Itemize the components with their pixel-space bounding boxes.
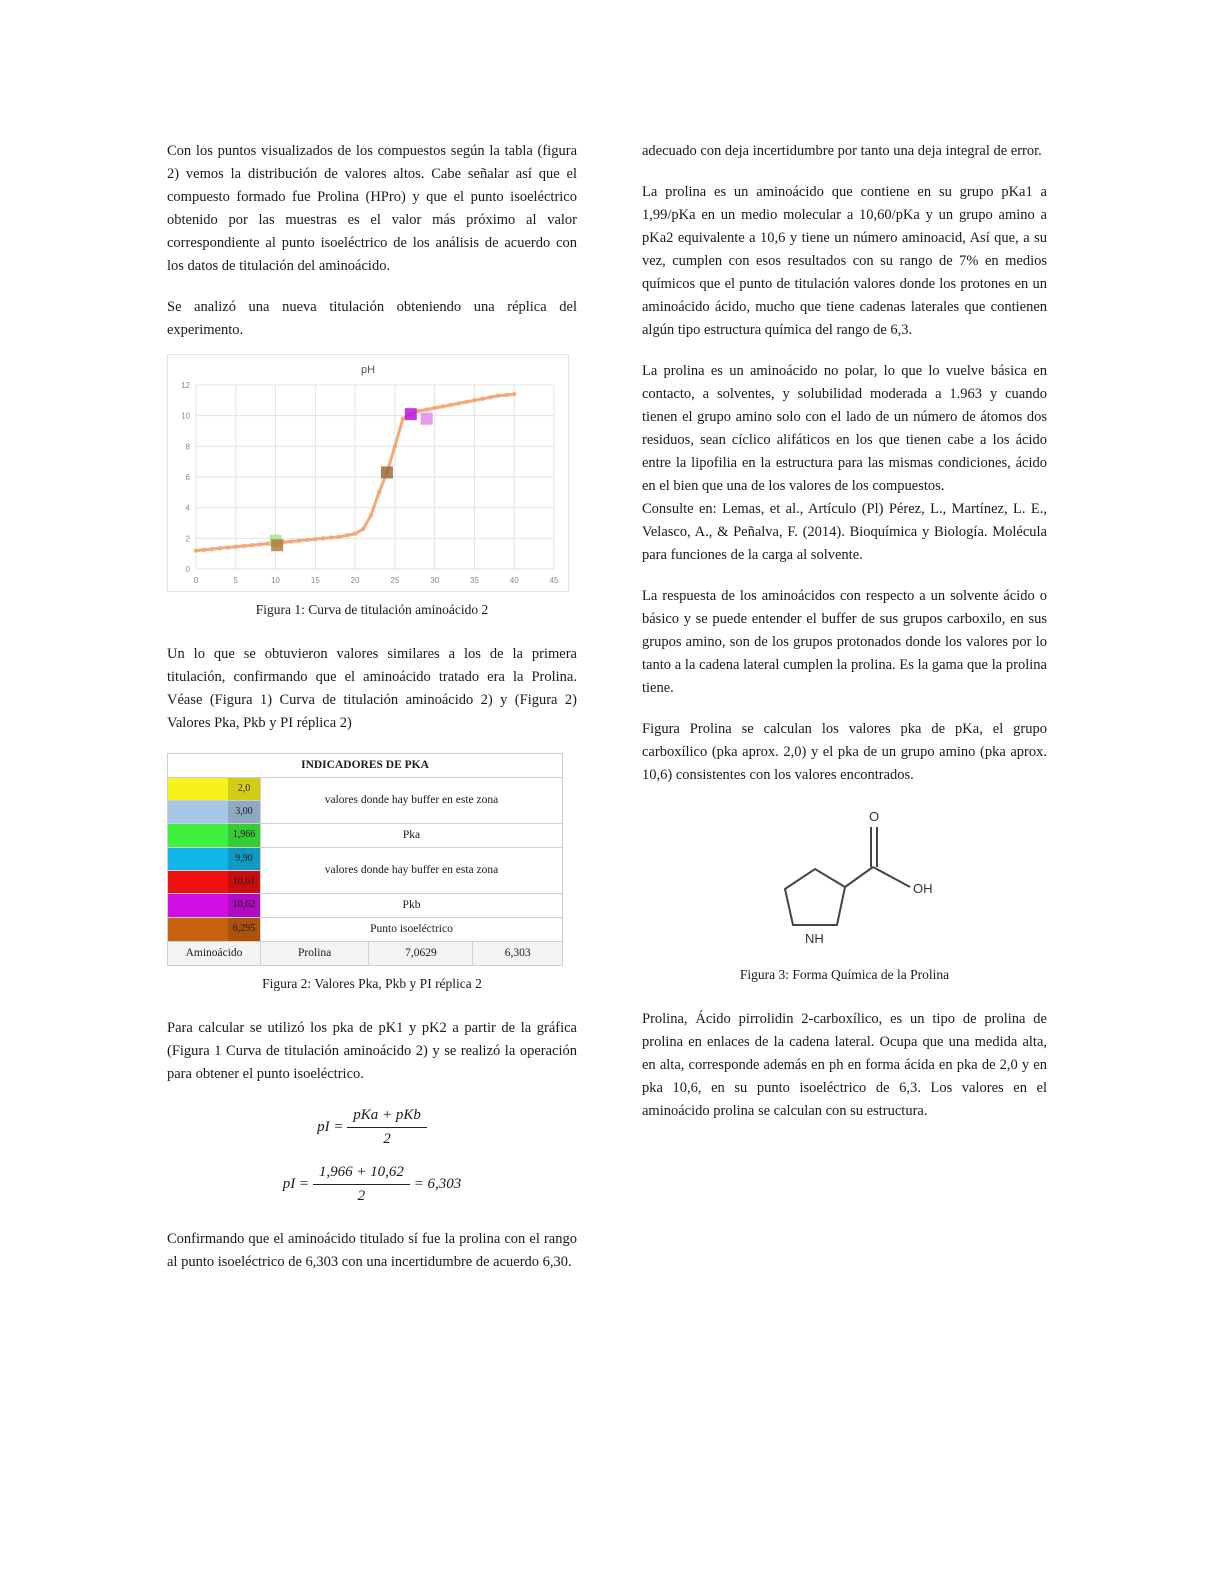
- figure-caption: Figura 3: Forma Química de la Prolina: [739, 967, 950, 982]
- data-point: [456, 401, 460, 405]
- data-point: [226, 545, 230, 549]
- data-point: [305, 538, 309, 542]
- data-point: [289, 539, 293, 543]
- table-cell: valores donde hay buffer en este zona: [261, 778, 563, 824]
- data-point: [488, 395, 492, 399]
- data-point: [329, 535, 333, 539]
- pka-indicator-table: [167, 753, 563, 966]
- chart-svg: [168, 355, 568, 591]
- data-point: [504, 393, 508, 397]
- data-point: [496, 394, 500, 398]
- data-point: [257, 542, 261, 546]
- table-cell: Pkb: [261, 894, 563, 918]
- data-point: [472, 398, 476, 402]
- proline-structure: [745, 807, 945, 957]
- data-point: [448, 403, 452, 407]
- data-point: [345, 533, 349, 537]
- table-cell: Pka: [261, 824, 563, 848]
- x-tick-label: 35: [469, 576, 479, 585]
- x-tick-label: 30: [430, 576, 440, 585]
- color-swatch-magenta: 10,62: [168, 894, 261, 918]
- left-column: [167, 140, 577, 1292]
- oxygen-label: O: [868, 809, 879, 824]
- data-point: [202, 548, 206, 552]
- paragraph: Se analizó una nueva titulación obteniendo una réplica del experimento.: [167, 299, 577, 338]
- y-tick-label: 4: [185, 503, 190, 513]
- chart-title: pH: [360, 364, 376, 376]
- table-cell: 6,303: [473, 942, 563, 966]
- y-tick-label: 10: [181, 411, 190, 421]
- data-point: [321, 536, 325, 540]
- y-tick-label: 2: [185, 534, 190, 544]
- data-point: [297, 538, 301, 542]
- data-point: [377, 490, 381, 494]
- data-point: [194, 548, 198, 552]
- marker-point: [381, 466, 393, 478]
- data-point: [432, 406, 436, 410]
- equation-1: pI = $\frac{\text{pKa + pKb}}{2}$: [167, 1104, 577, 1151]
- amine-label: NH: [804, 931, 824, 946]
- marker-point: [271, 539, 283, 551]
- bond: [845, 867, 873, 887]
- titration-chart: [167, 354, 569, 592]
- data-point: [234, 545, 238, 549]
- paragraph: La prolina es un aminoácido que contiene en su grupo pKa1 a 1,99/pKa en un medio molecular a 10,60/pKa y un grupo amino a pKa2 equivalente a 10,6 y tiene un número aminoacid, Así que, a su vez, cumplen con esos resultados con su rango de 7% en medios químicos que el punto de titulación valores donde los protones en un aminoácido ácido, mucho que tiene cadenas laterales que contienen algún tipo estructura química del rango de 6,3.: [642, 184, 1047, 338]
- x-tick-label: 45: [549, 576, 559, 585]
- paragraph: Consulte en: Lemas, et al., Artículo (Pl) Pérez, L., Martínez, L. E., Velasco, A., & Peñalva, F. (2014). Bioquímica y Biología. Molécula para funciones de la carga al solvente.: [642, 501, 1047, 563]
- hydroxyl-label: OH: [912, 881, 932, 896]
- paragraph: Prolina, Ácido pirrolidin 2-carboxílico, es un tipo de prolina de prolina en enlaces de la cadena lateral. Ocupa que una medida alta, en alta, corresponde además en ph en forma ácida en pka de 2,0 y en pka 10,6, en su punto isoeléctrico de 6,3. Los valores en el aminoácido prolina se calculan con su estructura.: [642, 1011, 1047, 1119]
- data-point: [313, 537, 317, 541]
- x-tick-label: 15: [310, 576, 320, 585]
- x-tick-label: 40: [509, 576, 519, 585]
- y-tick-label: 8: [185, 442, 190, 452]
- data-point: [369, 513, 373, 517]
- y-tick-label: 0: [185, 565, 190, 574]
- color-swatch-red: 10,61: [168, 871, 261, 894]
- data-point: [242, 544, 246, 548]
- data-point: [401, 417, 405, 421]
- table-footer-row: [168, 942, 563, 966]
- data-point: [249, 543, 253, 547]
- data-point: [353, 532, 357, 536]
- x-tick-label: 25: [390, 576, 400, 585]
- data-point: [512, 392, 516, 396]
- data-point: [417, 409, 421, 413]
- bond: [873, 867, 910, 887]
- right-column: [642, 140, 1047, 1141]
- data-point: [337, 535, 341, 539]
- pyrrolidine-ring: [785, 869, 845, 925]
- y-tick-label: 12: [181, 381, 190, 390]
- data-point: [218, 546, 222, 550]
- color-swatch-cyan: 9,90: [168, 848, 261, 871]
- equation-2: pI = $\frac{1,966 + 10,62}{2}$ = 6,303: [167, 1161, 577, 1208]
- data-point: [425, 407, 429, 411]
- data-point: [464, 400, 468, 404]
- paragraph: Para calcular se utilizó los pka de pK1 y pK2 a partir de la gráfica (Figura 1 Curva de titulación aminoácido 2) y se realizó la operación para obtener el punto isoeléctrico.: [167, 1020, 577, 1082]
- color-swatch-brown: 6,295: [168, 918, 261, 942]
- table-row: [168, 778, 563, 801]
- data-point: [361, 527, 365, 531]
- table-cell: Prolina: [261, 942, 369, 966]
- table-row: [168, 894, 563, 918]
- table-row: [168, 848, 563, 871]
- y-tick-label: 6: [185, 473, 190, 482]
- color-swatch-yellow: 2,0: [168, 778, 261, 801]
- marker-point: [421, 413, 433, 425]
- table-cell: Aminoácido: [168, 942, 261, 966]
- table-cell: Punto isoeléctrico: [261, 918, 563, 942]
- color-swatch-lightblue: 3,00: [168, 801, 261, 824]
- x-tick-label: 5: [233, 576, 239, 585]
- data-point: [393, 444, 397, 448]
- x-tick-label: 0: [193, 576, 199, 585]
- color-swatch-green: 1,966: [168, 824, 261, 848]
- figure-caption: Figura 1: Curva de titulación aminoácido 2: [255, 602, 489, 617]
- figure-caption: Figura 2: Valores Pka, Pkb y PI réplica 2: [262, 976, 482, 991]
- data-point: [265, 542, 269, 546]
- paragraph: Con los puntos visualizados de los compuestos según la tabla (figura 2) vemos la distribución de valores altos. Cabe señalar así que el compuesto formado fue Prolina (HPro) y que el punto isoeléctrico obtenido por las muestras es el valor más próximo al valor correspondiente al punto isoeléctrico de los análisis de acuerdo con los datos de titulación del aminoácido.: [167, 143, 577, 274]
- x-tick-label: 20: [350, 576, 360, 585]
- table-row: [168, 918, 563, 942]
- paragraph: La prolina es un aminoácido no polar, lo que lo vuelve básica en contacto, a solventes, y solubilidad moderada a 1.963 y cuando tienen el grupo amino solo con el lado de un número de átomos dos residuos, sean cíclico alifáticos en los que tienen cabe a los ácido entre la lipofilia en la estructura para las mismas condiciones, ácido en el bien que una de los valores de los compuestos.: [642, 363, 1047, 494]
- table-row: [168, 824, 563, 848]
- table-header: INDICADORES DE PKA: [168, 754, 563, 778]
- paragraph: Un lo que se obtuvieron valores similares a los de la primera titulación, confirmando que el aminoácido tratado era la Prolina. Véase (Figura 1) Curva de titulación aminoácido 2) y (Figura 2) Valores Pka, Pkb y PI réplica 2): [167, 646, 577, 731]
- table-cell: 7,0629: [369, 942, 473, 966]
- paragraph: Confirmando que el aminoácido titulado sí fue la prolina con el rango al punto isoeléctrico de 6,303 con una incertidumbre de acuerdo 6,30.: [167, 1231, 577, 1270]
- paragraph: Figura Prolina se calculan los valores pka de pKa, el grupo carboxílico (pka aprox. 2,0) y el pka de un grupo amino (pka aprox. 10,6) consistentes con los valores encontrados.: [642, 721, 1047, 783]
- paragraph: adecuado con deja incertidumbre por tanto una deja integral de error.: [642, 143, 1042, 159]
- x-tick-label: 10: [271, 576, 281, 585]
- table-cell: valores donde hay buffer en esta zona: [261, 848, 563, 894]
- data-point: [440, 404, 444, 408]
- paragraph: La respuesta de los aminoácidos con respecto a un solvente ácido o básico y se puede entender el buffer de sus grupos carboxilo, en sus grupos amino, son de los grupos protonados donde los valores por lo tanto a la cadena lateral cumplen la prolina. Es la gama que la prolina tiene.: [642, 588, 1047, 696]
- marker-point: [405, 408, 417, 420]
- data-point: [210, 547, 214, 551]
- data-point: [480, 397, 484, 401]
